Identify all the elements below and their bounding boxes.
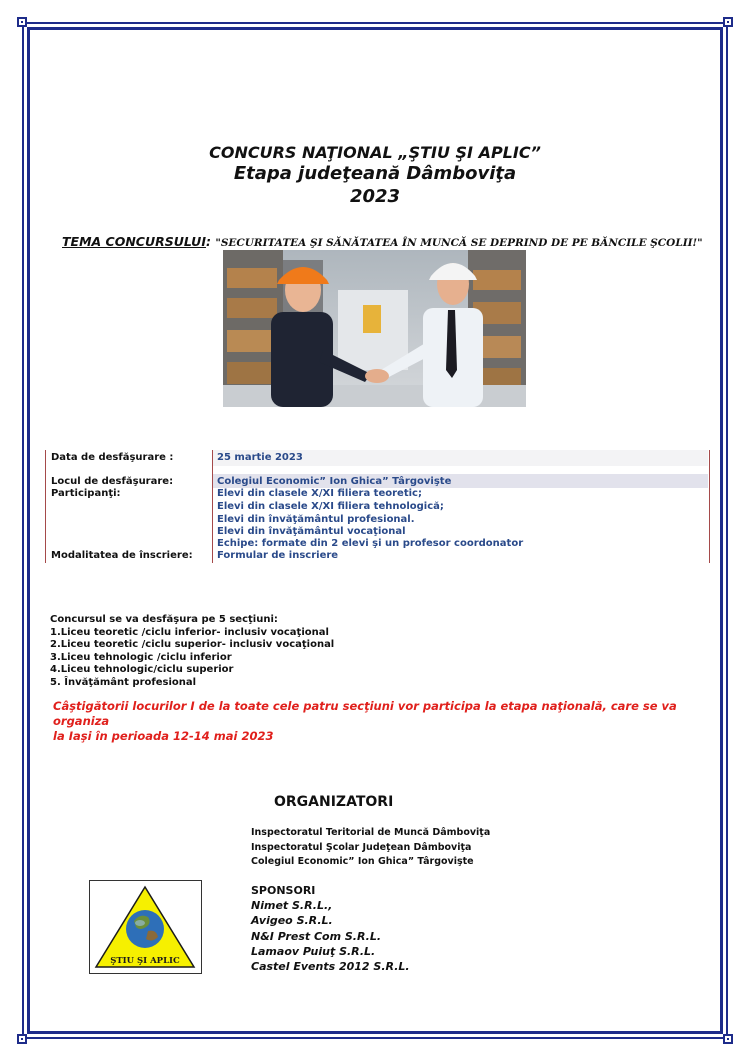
sections-list [50,614,334,690]
theme-value: "SECURITATEA ŞI SĂNĂTATEA ÎN MUNCĂ SE DEPRIND DE PE BĂNCILE ŞCOLII!" [215,237,703,249]
participant-item: Elevi din clasele X/XI filiera tehnologică; [217,501,444,512]
section-item: 4.Liceu tehnologic/ciclu superior [50,664,234,676]
corner-ornament-bottom-right [723,1034,733,1044]
corner-ornament-top-right [723,17,733,27]
section-item: 2.Liceu teoretic /ciclu superior- inclusiv vocaţional [50,639,335,651]
title-line-competition: CONCURS NAŢIONAL „ŞTIU ŞI APLIC” [209,143,541,162]
sponsor-item: Nimet S.R.L., [251,899,333,912]
handshake-illustration [223,250,526,407]
title-line-year: 2023 [349,186,401,207]
sponsor-item: Lamaov Puiuţ S.R.L. [251,944,376,958]
sponsors-heading: SPONSORI [251,884,316,897]
winners-notice [53,699,713,744]
winners-notice-line: Câştigătorii locurilor I de la toate cele patru secţiuni vor participa la etapa naţională, care se va organiza [53,699,677,728]
winners-notice-line: la Iaşi în perioada 12-14 mai 2023 [53,729,274,743]
participant-item: Echipe: formate din 2 elevi şi un profesor coordonator [217,538,524,549]
participants-label: Participanţi: [51,488,121,499]
participant-item: Elevi din clasele X/XI filiera teoretic; [217,488,422,499]
logo-text: ŞTIU ŞI APLIC [110,956,180,966]
participant-item: Elevi din învăţământul profesional. [217,514,415,525]
location-value: Colegiul Economic” Ion Ghica” Târgovişte [217,476,452,487]
sponsor-item: Castel Events 2012 S.R.L. [251,960,410,974]
participant-item: Elevi din învăţământul vocaţional [217,526,406,537]
registration-link[interactable]: Formular de inscriere [217,550,339,561]
date-label: Data de desfăşurare : [51,452,174,463]
theme-separator: : [205,234,216,249]
organizer-item: Inspectoratul Şcolar Judeţean Dâmboviţa [251,841,472,853]
sponsor-item: Avigeo S.R.L. [251,914,333,928]
date-value: 25 martie 2023 [217,452,303,463]
sections-intro: Concursul se va desfăşura pe 5 secţiuni: [50,614,278,625]
competition-theme [62,234,722,249]
section-item: 3.Liceu tehnologic /ciclu inferior [50,651,232,663]
corner-ornament-bottom-left [17,1034,27,1044]
organizers-list [251,826,490,870]
section-item: 5. Învăţământ profesional [50,676,197,688]
sponsor-item: N&I Prest Com S.R.L. [251,929,382,943]
document-title [0,142,750,209]
sponsors-list [251,898,410,974]
registration-label: Modalitatea de înscriere: [51,550,193,561]
theme-label: TEMA CONCURSULUI [62,234,206,249]
organizer-item: Colegiul Economic” Ion Ghica” Târgovişte [251,856,474,867]
stiu-si-aplic-logo [89,880,202,974]
corner-ornament-top-left [17,17,27,27]
column-divider [212,450,213,563]
title-line-stage: Etapa judeţeană Dâmboviţa [233,163,517,184]
organizer-item: Inspectoratul Teritorial de Muncă Dâmboviţa [251,827,491,838]
globe-triangle-icon [90,881,201,973]
organizers-heading: ORGANIZATORI [274,794,394,810]
event-info-table [45,450,710,563]
location-label: Locul de desfăşurare: [51,476,174,487]
handshake-photo [223,250,526,407]
section-item: 1.Liceu teoretic /ciclu inferior- inclusiv vocaţional [50,626,329,638]
